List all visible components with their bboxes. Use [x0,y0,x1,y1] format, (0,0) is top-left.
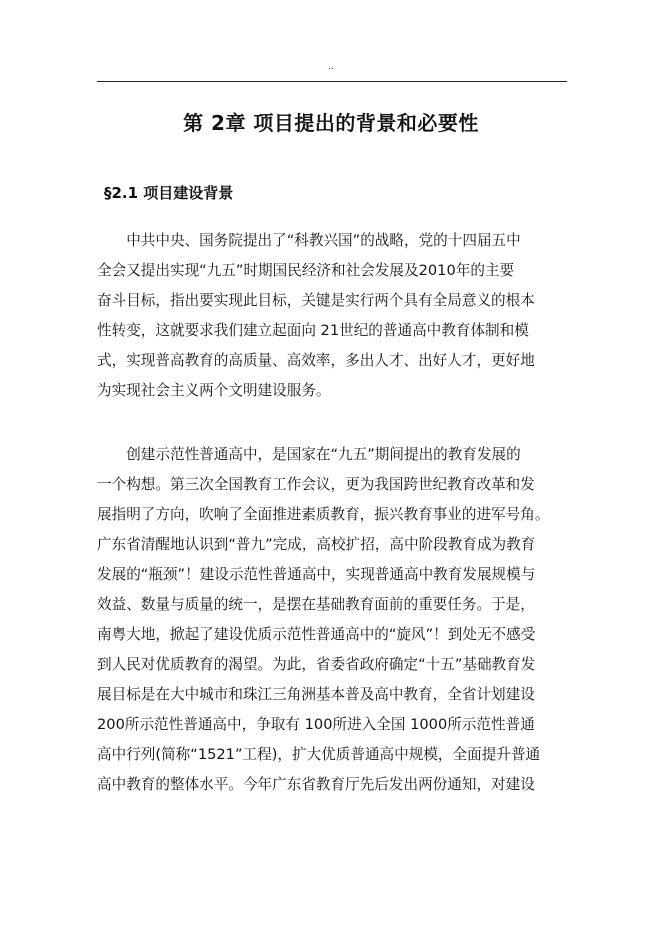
paragraph-line: 全会又提出实现“九五”时期国民经济和社会发展及2010年的主要 [97,262,515,279]
page-header-mark: .. [328,62,334,72]
paragraph-line: 200所示范性普通高中，争取有 100所进入全国 1000所示范性普通 [97,716,535,733]
paragraph-line: 发展的“瓶颈”！建设示范性普通高中，实现普通高中教育发展规模与 [97,566,536,583]
paragraph-line: 一个构想。第三次全国教育工作会议，更为我国跨世纪教育改革和发 [97,476,535,493]
paragraph [97,226,567,406]
paragraph-line: 广东省清醒地认识到“普九”完成，高校扩招，高中阶段教育成为教育 [97,536,536,553]
paragraph [97,440,567,800]
paragraph-line: 为实现社会主义两个文明建设服务。 [97,382,331,399]
paragraph-line: 高中行列(简称“1521”工程)，扩大优质普通高中规模，全面提升普通 [97,746,541,763]
paragraph-line: 式，实现普高教育的高质量、高效率，多出人才、出好人才，更好地 [97,352,535,369]
section-title: §2.1 项目建设背景 [104,184,234,202]
paragraph-line: 奋斗目标，指出要实现此目标，关键是实行两个具有全局意义的根本 [97,292,535,309]
paragraph-line: 展指明了方向，吹响了全面推进素质教育，振兴教育事业的进军号角。 [97,506,550,523]
paragraph-line: 南粤大地，掀起了建设优质示范性普通高中的“旋风”！到处无不感受 [97,626,536,643]
header-rule [97,81,567,82]
paragraph-line: 效益、数量与质量的统一，是摆在基础教育面前的重要任务。于是， [97,596,535,613]
paragraph-line: 到人民对优质教育的渴望。为此，省委省政府确定“十五”基础教育发 [97,656,536,673]
paragraph-line: 中共中央、国务院提出了“科教兴国”的战略，党的十四届五中 [97,232,521,249]
paragraph-line: 性转变，这就要求我们建立起面向 21世纪的普通高中教育体制和模 [97,322,529,339]
paragraph-line: 创建示范性普通高中，是国家在“九五”期间提出的教育发展的 [97,446,521,463]
paragraph-line: 展目标是在大中城市和珠江三角洲基本普及高中教育，全省计划建设 [97,686,535,703]
chapter-title: 第 2章 项目提出的背景和必要性 [183,111,479,135]
paragraph-line: 高中教育的整体水平。今年广东省教育厅先后发出两份通知，对建设 [97,776,535,793]
